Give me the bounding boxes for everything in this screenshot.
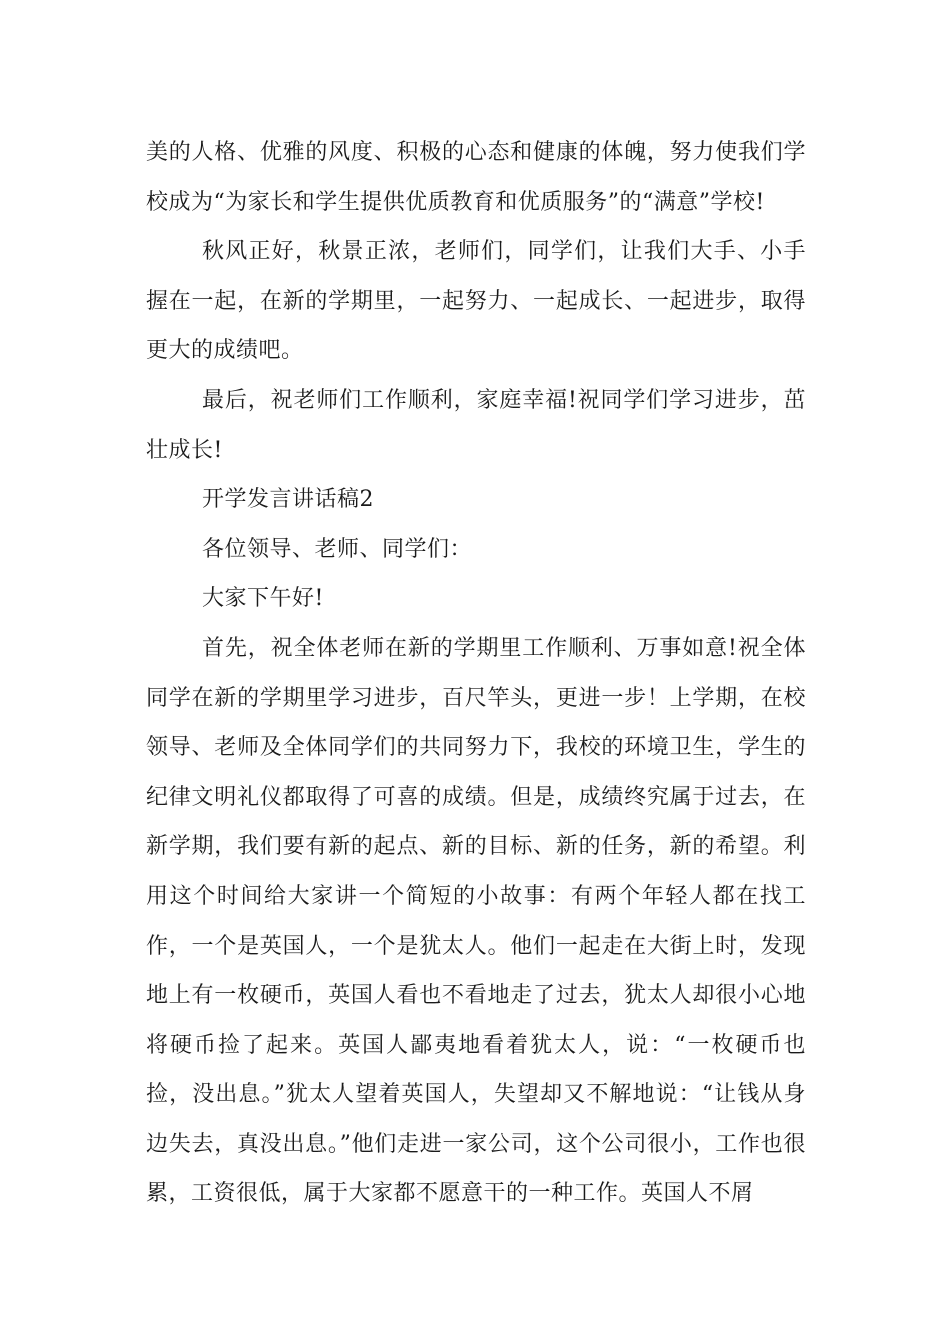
- document-body: [146, 128, 806, 1219]
- paragraph-2: 秋风正好，秋景正浓，老师们，同学们，让我们大手、小手握在一起，在新的学期里，一起努力、一起成长、一起进步，取得更大的成绩吧。: [146, 239, 806, 364]
- paragraph-3: 最后，祝老师们工作顺利，家庭幸福!祝同学们学习进步，茁壮成长!: [146, 387, 806, 463]
- greeting: 大家下午好!: [202, 586, 324, 612]
- paragraph-body: 首先，祝全体老师在新的学期里工作顺利、万事如意!祝全体同学在新的学期里学习进步，百尺竿头，更进一步！上学期，在校领导、老师及全体同学们的共同努力下，我校的环境卫生，学生的纪律文明礼仪都取得了可喜的成绩。但是，成绩终究属于过去，在新学期，我们要有新的起点、新的目标、新的任务，新的希望。利用这个时间给大家讲一个简短的小故事：有两个年轻人都在找工作，一个是英国人，一个是犹太人。他们一起走在大街上时，发现地上有一枚硬币，英国人看也不看地走了过去，犹太人却很小心地将硬币捡了起来。英国人鄙夷地看着犹太人，说：“一枚硬币也捡，没出息。”犹太人望着英国人，失望却又不解地说：“让钱从身边失去，真没出息。”他们走进一家公司，这个公司很小，工作也很累，工资很低，属于大家都不愿意干的一种工作。英国人不屑: [146, 635, 806, 1207]
- section-heading: 开学发言讲话稿2: [202, 487, 374, 513]
- paragraph-1: 美的人格、优雅的风度、积极的心态和健康的体魄，努力使我们学校成为“为家长和学生提供优质教育和优质服务”的“满意”学校!: [146, 140, 806, 215]
- salutation: 各位领导、老师、同学们：: [202, 536, 473, 562]
